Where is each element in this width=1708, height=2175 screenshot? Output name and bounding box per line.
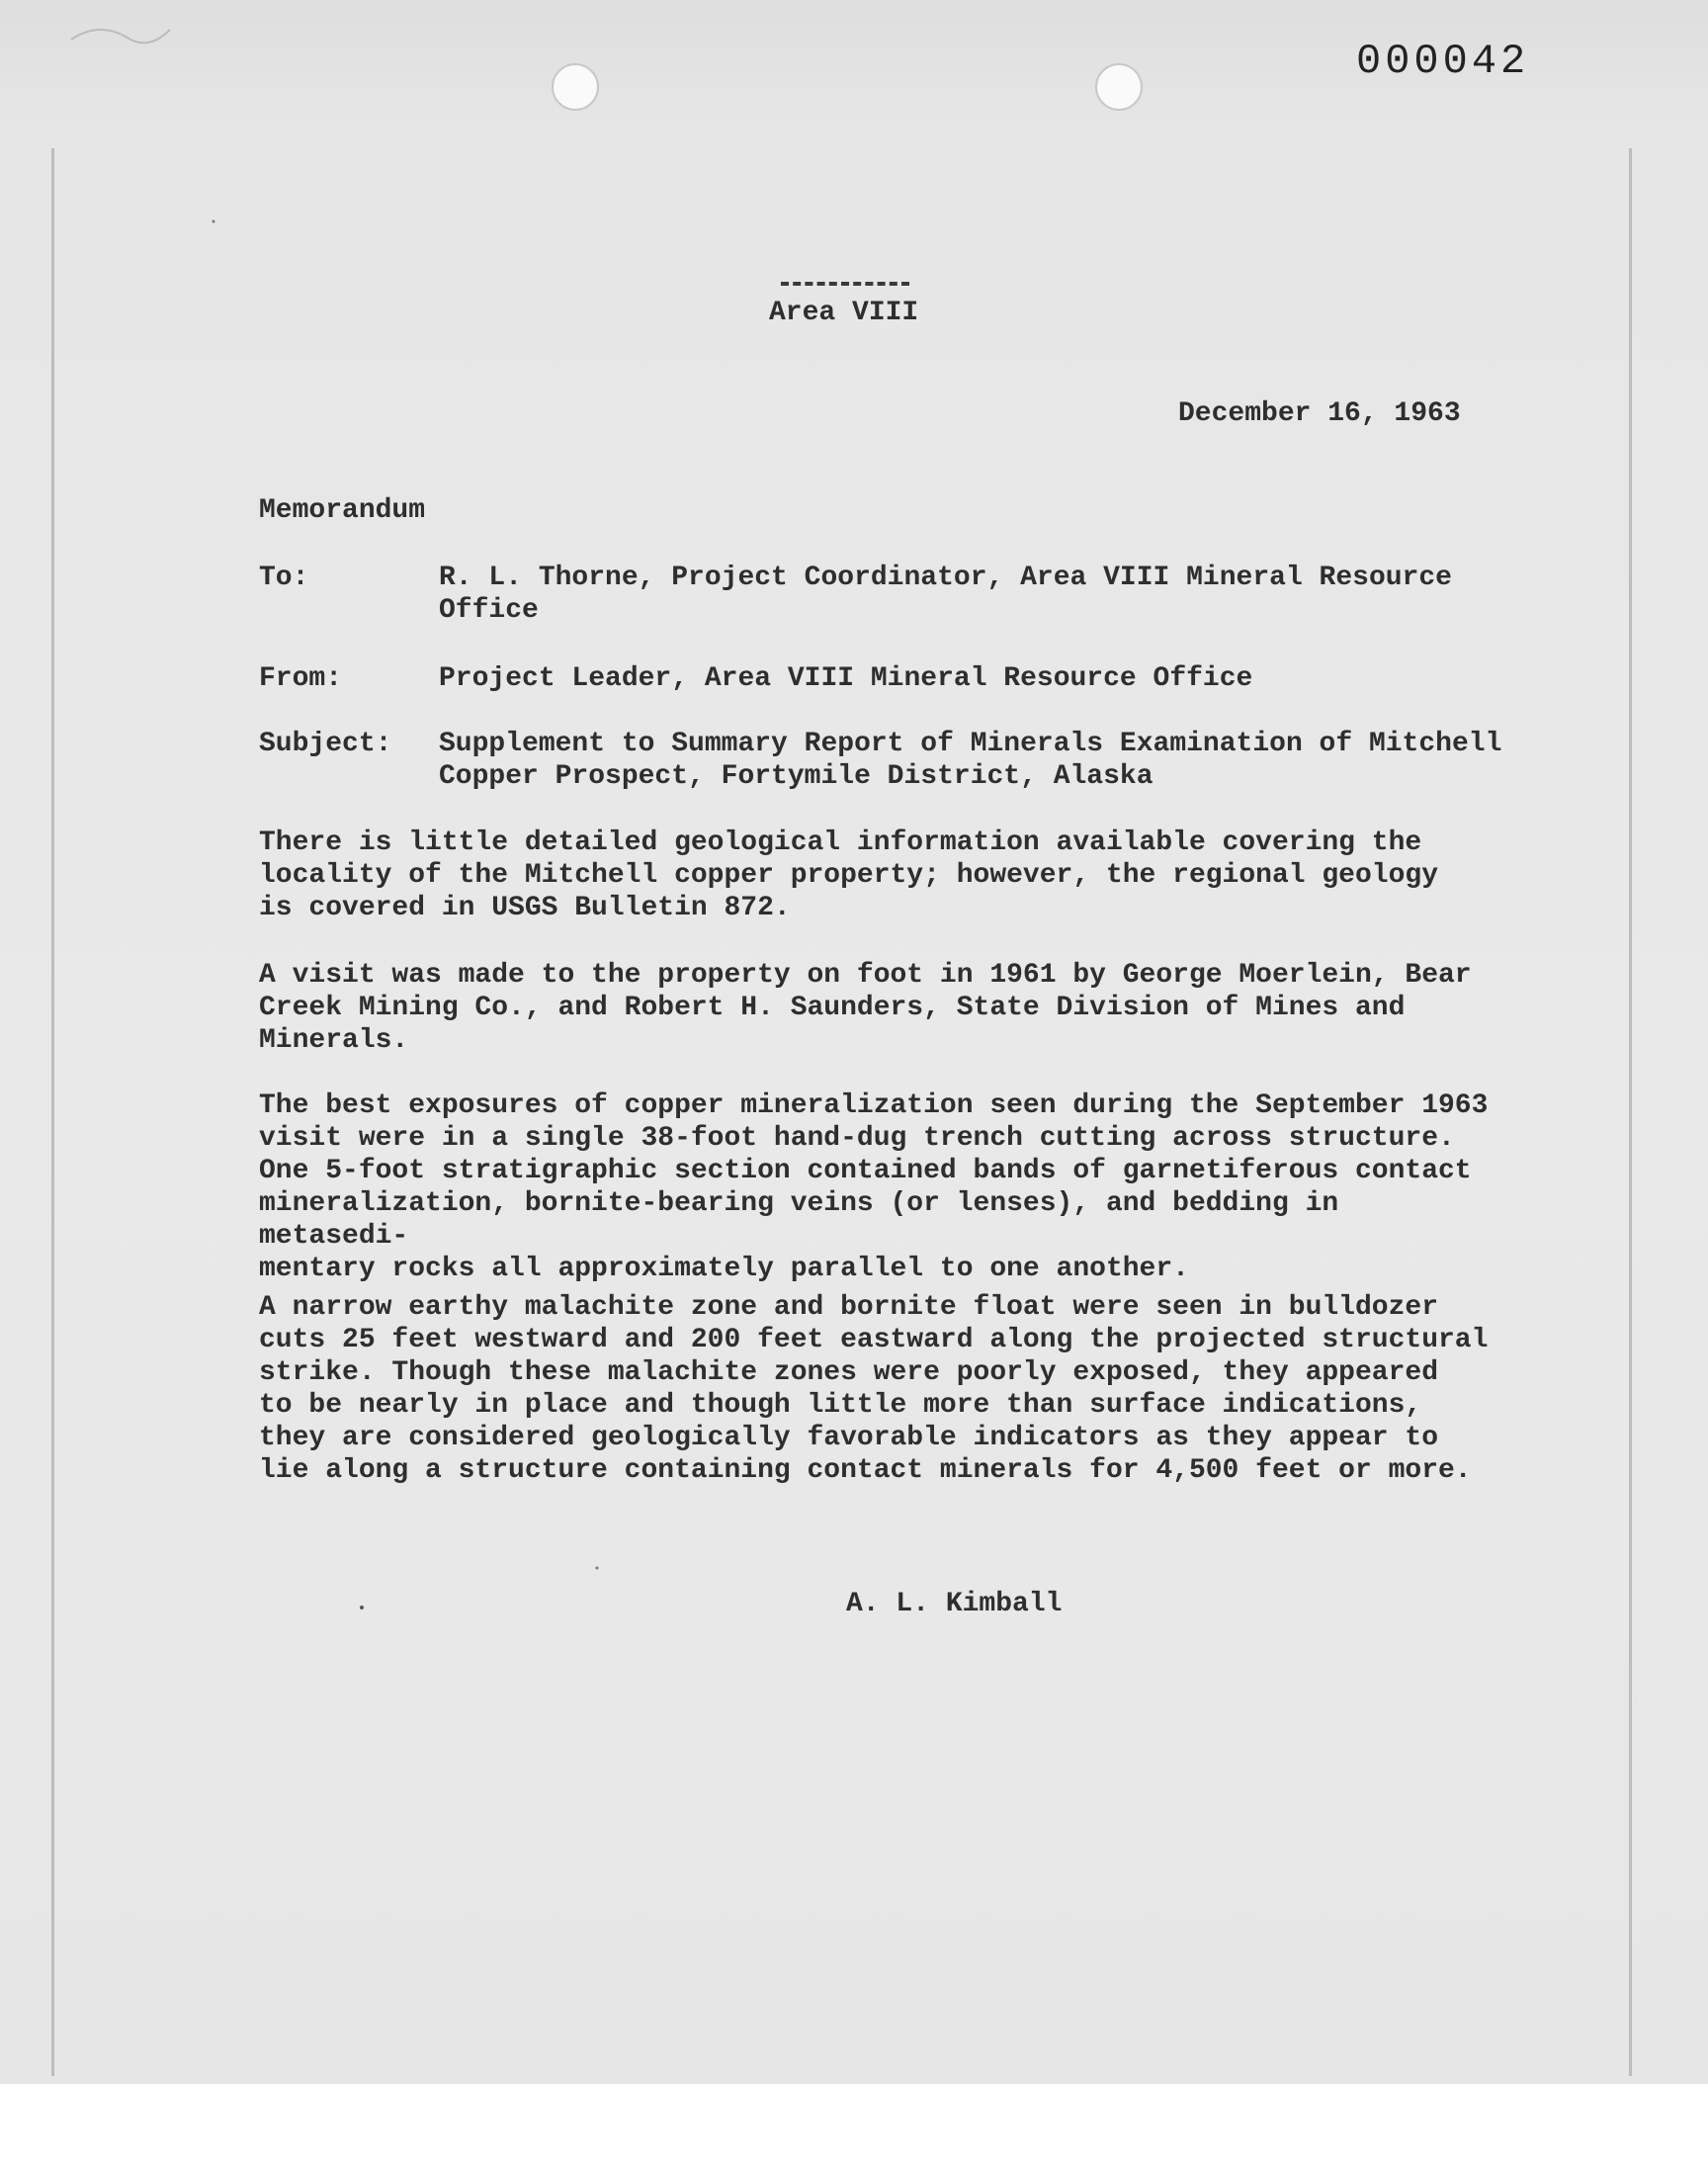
paragraph-line: lie along a structure containing contact minerals for 4,500 feet or more. [259, 1455, 1472, 1486]
body-paragraph [259, 959, 1504, 1057]
sheet-edge-right [1629, 148, 1632, 2076]
from-value: Project Leader, Area VIII Mineral Resource Office [439, 663, 1253, 694]
paragraph-line: to be nearly in place and though little more than surface indications, [259, 1390, 1422, 1421]
paragraph-line: locality of the Mitchell copper property; however, the regional geology [259, 860, 1438, 891]
paragraph-line: Creek Mining Co., and Robert H. Saunders, State Division of Mines and [259, 993, 1406, 1023]
heading-rule [781, 282, 909, 286]
to-line: Office [439, 595, 539, 626]
paragraph-line: strike. Though these malachite zones were poorly exposed, they appeared [259, 1357, 1438, 1388]
paragraph-line: The best exposures of copper mineralization seen during the September 1963 [259, 1090, 1489, 1121]
paragraph-line: A narrow earthy malachite zone and bornite float were seen in bulldozer [259, 1292, 1438, 1323]
paragraph-line: mineralization, bornite-bearing veins (or lenses), and bedding in metasedi- [259, 1188, 1339, 1252]
page-number: 000042 [1356, 38, 1530, 85]
body-paragraph [259, 1291, 1504, 1487]
punch-hole-right [1095, 63, 1143, 111]
body-paragraph [259, 1089, 1504, 1285]
to-label: To: [259, 563, 309, 593]
to-line: R. L. Thorne, Project Coordinator, Area VIII Mineral Resource [439, 563, 1452, 593]
subject-value [439, 728, 1506, 793]
paragraph-line: is covered in USGS Bulletin 872. [259, 893, 791, 923]
paragraph-line: visit were in a single 38-foot hand-dug trench cutting across structure. [259, 1123, 1455, 1154]
from-label: From: [259, 663, 343, 694]
paragraph-line: There is little detailed geological information available covering the [259, 827, 1422, 858]
subject-label: Subject: [259, 729, 392, 759]
paragraph-line: they are considered geologically favorable indicators as they appear to [259, 1423, 1438, 1453]
sheet-edge-left [51, 148, 54, 2076]
memo-label: Memorandum [259, 495, 426, 526]
subject-line: Supplement to Summary Report of Minerals Examination of Mitchell [439, 729, 1502, 759]
to-value [439, 562, 1506, 627]
area-heading: Area VIII [769, 298, 919, 328]
bottom-margin [0, 2084, 1708, 2175]
paragraph-line: One 5-foot stratigraphic section contained bands of garnetiferous contact [259, 1156, 1472, 1186]
paragraph-line: cuts 25 feet westward and 200 feet eastward along the projected structural [259, 1325, 1489, 1355]
body-paragraph [259, 826, 1504, 924]
memo-date: December 16, 1963 [1178, 398, 1461, 429]
paragraph-line: Minerals. [259, 1025, 409, 1056]
punch-hole-left [552, 63, 599, 111]
paragraph-line: A visit was made to the property on foot in 1961 by George Moerlein, Bear [259, 960, 1472, 991]
subject-line: Copper Prospect, Fortymile District, Alaska [439, 761, 1153, 792]
signature: A. L. Kimball [846, 1589, 1063, 1619]
paragraph-line: mentary rocks all approximately parallel to one another. [259, 1254, 1189, 1284]
